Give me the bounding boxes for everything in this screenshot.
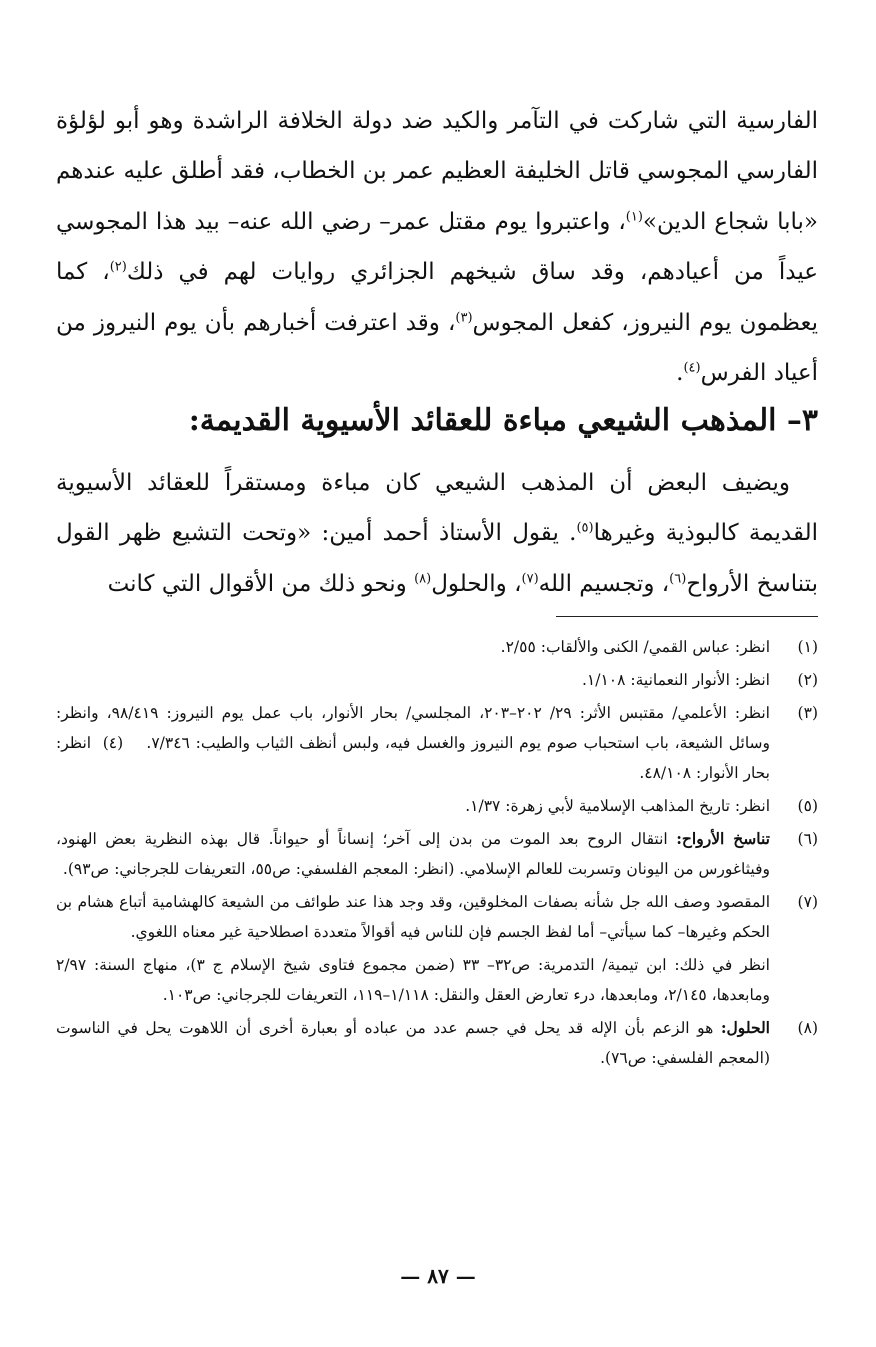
footnote-8 — [56, 1013, 818, 1073]
footnote-7-continuation: انظر في ذلك: ابن تيمية/ التدمرية: ص٣٢– ٣٣ (ضمن مجموع فتاوى شيخ الإسلام ج ٣)، منهاج السنة: ٢/٩٧ ومابعدها، ٢/١٤٥، ومابعدها، درء تعارض العقل والنقل: ١/١١٨–١١٩، التعريفات للجرجاني: ص١٠٣. — [56, 956, 770, 1004]
footnote-3-text: انظر: الأعلمي/ مقتبس الأثر: ٢٩/ ٢٠٢–٢٠٣، المجلسي/ بحار الأنوار، باب عمل يوم النيروز: ٩٨/٤١٩، وانظر: وسائل الشيعة، باب استحباب صوم يوم النيروز والغسل فيه، ولبس أنظف الثياب والطيب: ٧/٣٤٦. — [56, 704, 771, 752]
section-heading: ٣– المذهب الشيعي مباءة للعقائد الأسيوية القديمة: — [188, 403, 818, 438]
footnote-number: (٢) — [797, 671, 818, 689]
footnote-ref-6: (٦) — [669, 571, 687, 587]
footnote-text: انظر: تاريخ المذاهب الإسلامية لأبي زهرة: ١/٣٧. — [465, 797, 770, 815]
footnote-text: انظر: عباس القمي/ الكنى والألقاب: ٢/٥٥. — [500, 638, 770, 656]
footnote-3 — [56, 698, 818, 788]
footnote-number: (٦) — [797, 830, 818, 848]
paragraph-2-text-d: ، والحلول — [431, 570, 522, 597]
paragraph-2-text-e: ونحو ذلك من الأقوال التي كانت — [107, 570, 415, 597]
footnote-number: (٧) — [797, 893, 818, 911]
paragraph-1-text-e: . — [676, 360, 684, 387]
footnote-body: انتقال الروح بعد الموت من بدن إلى آخر؛ إنساناً أو حيواناً. قال بهذه النظرية بعض الهنود، وفيثاغورس من اليونان وتسربت للعالم الإسلامي. (انظر: المعجم الفلسفي: ص٥٥، التعريفات للجرجاني: ص٩٣). — [56, 830, 770, 878]
footnote-ref-1: (١) — [625, 209, 643, 225]
footnote-ref-3: (٣) — [455, 309, 473, 325]
footnote-body: هو الزعم بأن الإله قد يحل في جسم عدد من عباده أو بعبارة أخرى أن اللاهوت يحل في الناسوت (المعجم الفلسفي: ص٧٦). — [56, 1019, 770, 1067]
footnote-4-text: انظر: بحار الأنوار: ٤٨/١٠٨. — [56, 734, 770, 782]
footnote-text — [56, 1013, 770, 1073]
footnote-separator — [556, 616, 818, 617]
footnote-ref-7: (٧) — [521, 571, 539, 587]
footnote-number: (١) — [797, 638, 818, 656]
footnote-7 — [56, 887, 818, 947]
footnote-1 — [56, 632, 818, 662]
footnote-ref-4: (٤) — [683, 360, 701, 376]
paragraph-1 — [56, 96, 818, 398]
paragraph-1-text-a: الفارسية التي شاركت في التآمر والكيد ضد دولة الخلافة الراشدة وهو أبو لؤلؤة الفارسي المجوسي قاتل الخليفة العظيم عمر بن الخطاب، فقد أطلق عليه عندهم «بابا شجاع الدين» — [56, 108, 818, 235]
paragraph-2-text-a: ويضيف البعض أن المذهب الشيعي كان مباءة ومستقراً للعقائد الأسيوية القديمة كالبوذية وغيرها — [56, 470, 819, 547]
footnote-ref-8: (٨) — [414, 571, 432, 587]
footnote-text — [56, 824, 770, 884]
paragraph-2-text-c: ، وتجسيم الله — [538, 570, 670, 597]
paragraph-1-text-c: ، كما يعظمون يوم النيروز، كفعل المجوس — [56, 259, 818, 336]
footnote-ref-2: (٢) — [109, 259, 127, 275]
footnote-number: (٣) — [797, 704, 818, 722]
footnote-text: انظر: الأنوار النعمانية: ١/١٠٨. — [581, 671, 770, 689]
footnote-term: الحلول: — [720, 1018, 770, 1037]
footnote-5 — [56, 791, 818, 821]
paragraph-2-text-b: . يقول الأستاذ أحمد أمين: «وتحت التشيع ظهر القول بتناسخ الأرواح — [56, 520, 818, 597]
paragraph-1-text-b: ، واعتبروا يوم مقتل عمر– رضي الله عنه– بيد هذا المجوسي عيداً من أعيادهم، وقد ساق شيخهم الجزائري روايات لهم في ذلك — [56, 208, 818, 286]
footnote-4-number: (٤) — [102, 734, 124, 752]
footnote-term: تناسخ الأرواح: — [676, 829, 770, 848]
paragraph-1-text-d: ، وقد اعترفت أخبارهم بأن يوم النيروز من أعياد الفرس — [56, 309, 818, 387]
footnote-number: (٨) — [797, 1019, 818, 1037]
paragraph-2 — [56, 458, 818, 609]
footnote-text: المقصود وصف الله جل شأنه بصفات المخلوقين، وقد وجد هذا عند طوائف من الشيعة كالهشامية أتباع هشام بن الحكم وغيرها– كما سيأتي– أما لفظ الجسم فإن للناس فيه أقوالاً متعددة اصطلاحية غير معناه اللغوي. — [56, 893, 770, 941]
footnote-2 — [56, 665, 818, 695]
footnote-ref-5: (٥) — [576, 520, 594, 536]
footnote-text — [56, 698, 770, 788]
footnotes — [56, 632, 818, 1076]
page-number: — ٨٧ — — [400, 1264, 476, 1288]
footnote-6 — [56, 824, 818, 884]
footnote-number: (٥) — [797, 797, 818, 815]
